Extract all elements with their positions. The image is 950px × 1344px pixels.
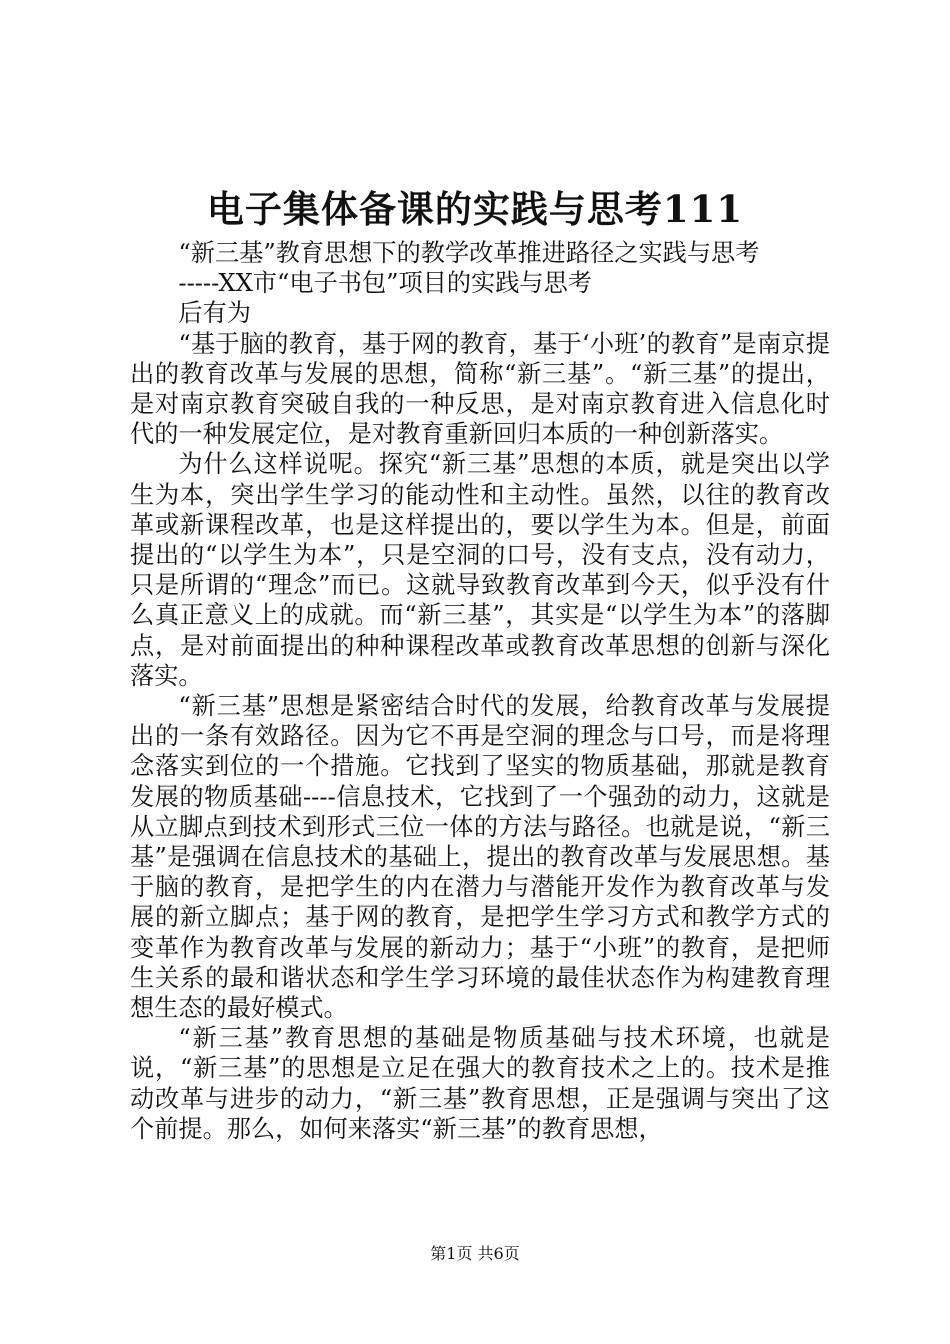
paragraph: “新三基”思想是紧密结合时代的发展，给教育改革与发展提出的一条有效路径。因为它不再是空洞的理念与口号，而是将理念落实到位的一个措施。它找到了坚实的物质基础，那就是教育发展的物质基础----信息技术，它找到了一个强劲的动力，这就是从立脚点到技术到形式三位一体的方法与路径。也就是说，“新三基”是强调在信息技术的基础上，提出的教育改革与发展思想。基于脑的教育，是把学生的内在潜力与潜能开发作为教育改革与发展的新立脚点；基于网的教育，是把学生学习方式和教学方式的变革作为教育改革与发展的新动力；基于“小班”的教育，是把师生关系的最和谐状态和学生学习环境的最佳状态作为构建教育理想生态的最好模式。 (130, 692, 830, 1023)
document-title: 电子集体备课的实践与思考111 (206, 187, 744, 231)
paragraph: 为什么这样说呢。探究“新三基”思想的本质，就是突出以学生为本，突出学生学习的能动性和主动性。虽然，以往的教育改革或新课程改革，也是这样提出的，要以学生为本。但是，前面提出的“以学生为本”，只是空洞的口号，没有支点，没有动力，只是所谓的“理念”而已。这就导致教育改革到今天，似乎没有什么真正意义上的成就。而“新三基”，其实是“以学生为本”的落脚点，是对前面提出的种种课程改革或教育改革思想的创新与深化落实。 (130, 450, 830, 690)
document-author: 后有为 (178, 299, 251, 328)
document-body (130, 238, 830, 1144)
paragraph: “基于脑的教育，基于网的教育，基于‘小班’的教育”是南京提出的教育改革与发展的思想，简称“新三基”。“新三基”的提出，是对南京教育突破自我的一种反思，是对南京教育进入信息化时代的一种发展定位，是对教育重新回归本质的一种创新落实。 (130, 329, 830, 449)
document-subtitle: “新三基”教育思想下的教学改革推进路径之实践与思考 (178, 239, 760, 267)
document-subtitle-secondary: -----XX市“电子书包”项目的实践与思考 (178, 269, 592, 298)
page-number-footer: 第1页 共6页 (430, 1244, 520, 1263)
paragraph: “新三基”教育思想的基础是物质基础与技术环境，也就是说，“新三基”的思想是立足在强大的教育技术之上的。技术是推动改革与进步的动力，“新三基”教育思想，正是强调与突出了这个前提。那么，如何来落实“新三基”的教育思想， (130, 1024, 830, 1143)
